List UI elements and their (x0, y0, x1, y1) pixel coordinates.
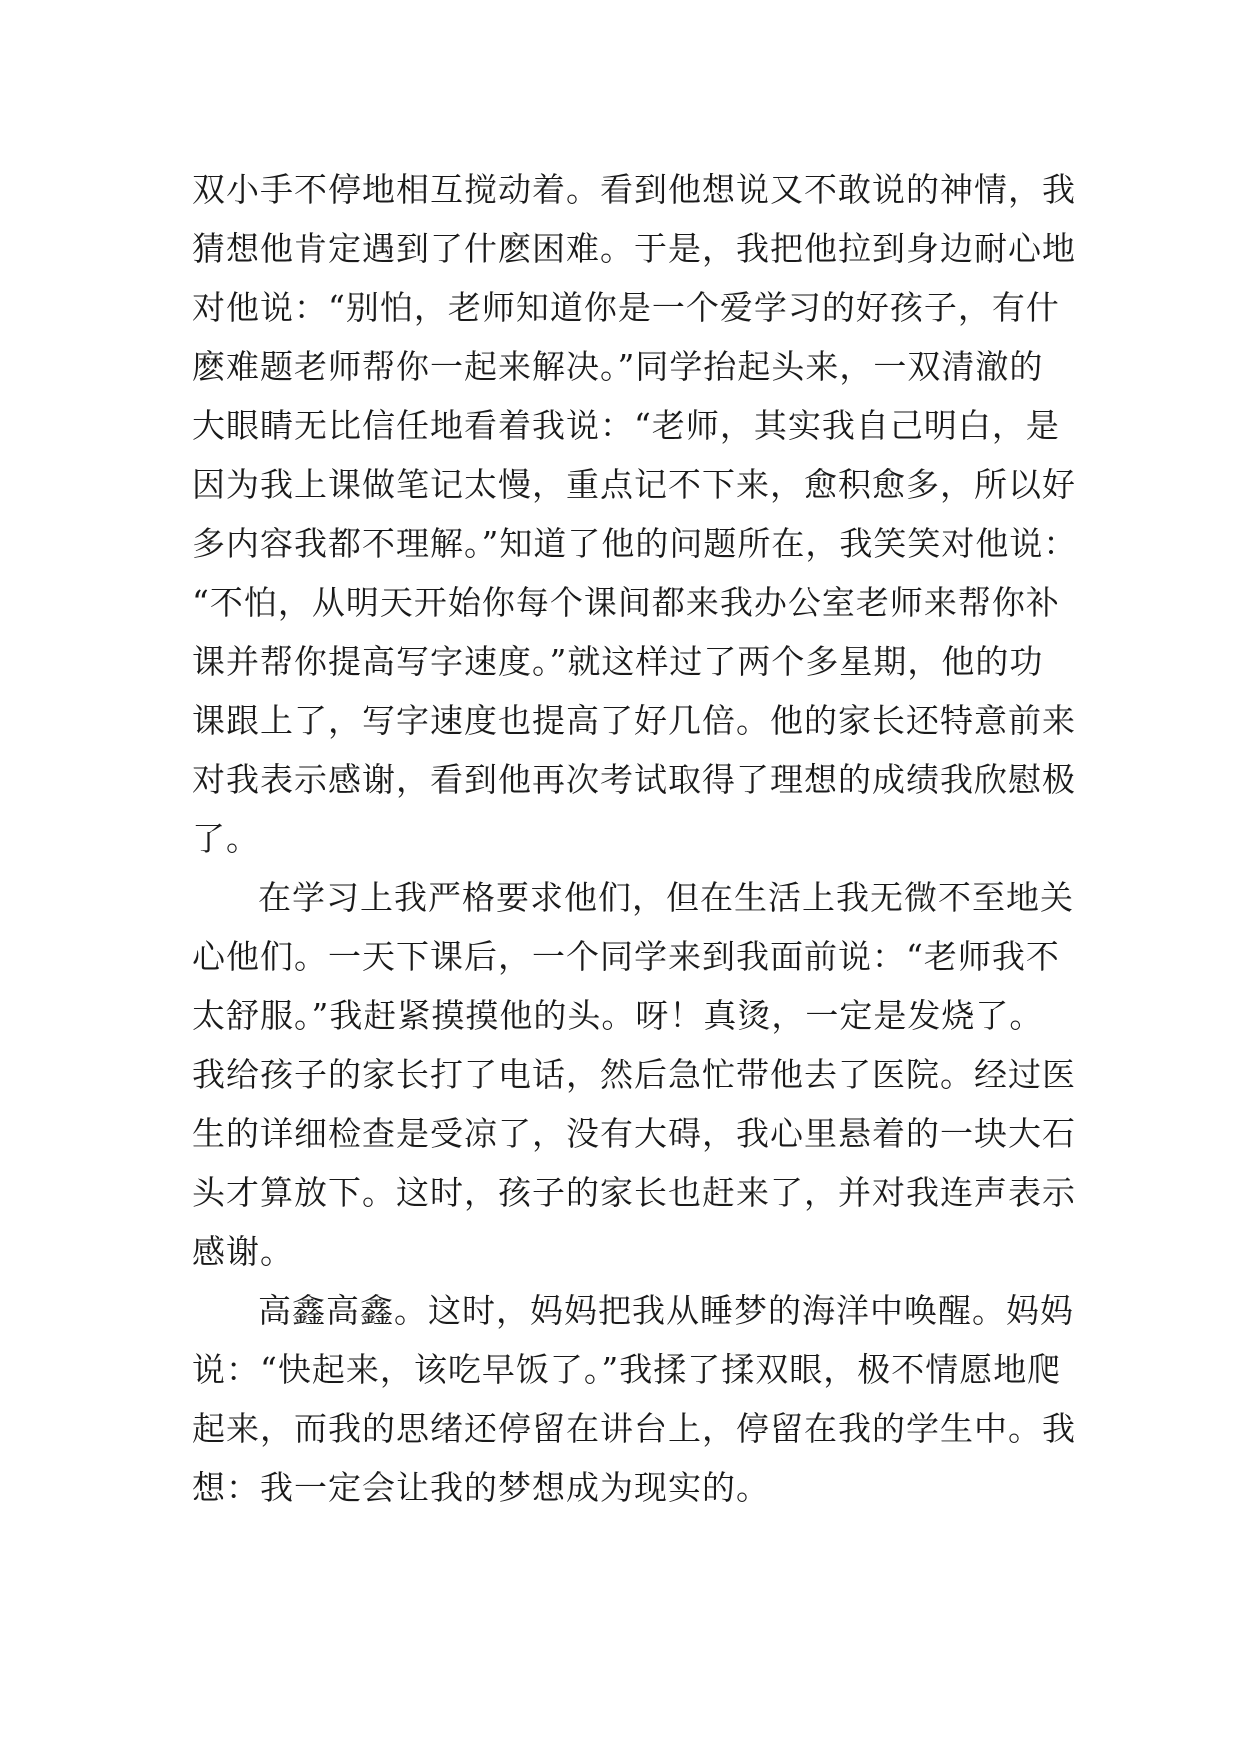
paragraph (192, 160, 1078, 868)
text-line: 心他们。一天下课后，一个同学来到我面前说：“老师我不 (192, 937, 1060, 976)
text-line: 生的详细检查是受凉了，没有大碍，我心里悬着的一块大石 (192, 1114, 1076, 1153)
text-line: 高鑫高鑫。这时，妈妈把我从睡梦的海洋中唤醒。妈妈 (258, 1291, 1074, 1330)
text-line: 了。 (192, 819, 260, 858)
text-line: 多内容我都不理解。”知道了他的问题所在，我笑笑对他说： (192, 524, 1078, 563)
text-line: 双小手不停地相互搅动着。看到他想说又不敢说的神情，我 (192, 170, 1076, 209)
body-text (192, 160, 1078, 1517)
text-line: 我给孩子的家长打了电话，然后急忙带他去了医院。经过医 (192, 1055, 1076, 1094)
text-line: 麽难题老师帮你一起来解决。”同学抬起头来，一双清澈的 (192, 347, 1044, 386)
text-line: 说：“快起来，该吃早饭了。”我揉了揉双眼，极不情愿地爬 (192, 1350, 1062, 1389)
text-line: “不怕，从明天开始你每个课间都来我办公室老师来帮你补 (192, 583, 1060, 622)
text-line: 太舒服。”我赶紧摸摸他的头。呀！真烫，一定是发烧了。 (192, 996, 1044, 1035)
text-line: 课并帮你提高写字速度。”就这样过了两个多星期，他的功 (192, 642, 1044, 681)
text-line: 因为我上课做笔记太慢，重点记不下来，愈积愈多，所以好 (192, 465, 1076, 504)
text-line: 感谢。 (192, 1232, 294, 1271)
text-line: 对他说：“别怕，老师知道你是一个爱学习的好孩子，有什 (192, 288, 1060, 327)
text-line: 想：我一定会让我的梦想成为现实的。 (192, 1468, 770, 1507)
paragraph (192, 1281, 1076, 1517)
text-line: 大眼睛无比信任地看着我说：“老师，其实我自己明白，是 (192, 406, 1060, 445)
text-line: 在学习上我严格要求他们，但在生活上我无微不至地关 (258, 878, 1074, 917)
paragraph (192, 868, 1076, 1281)
text-line: 课跟上了，写字速度也提高了好几倍。他的家长还特意前来 (192, 701, 1076, 740)
text-line: 猜想他肯定遇到了什麽困难。于是，我把他拉到身边耐心地 (192, 229, 1076, 268)
text-line: 头才算放下。这时，孩子的家长也赶来了，并对我连声表示 (192, 1173, 1076, 1212)
text-line: 对我表示感谢，看到他再次考试取得了理想的成绩我欣慰极 (192, 760, 1076, 799)
text-line: 起来，而我的思绪还停留在讲台上，停留在我的学生中。我 (192, 1409, 1076, 1448)
